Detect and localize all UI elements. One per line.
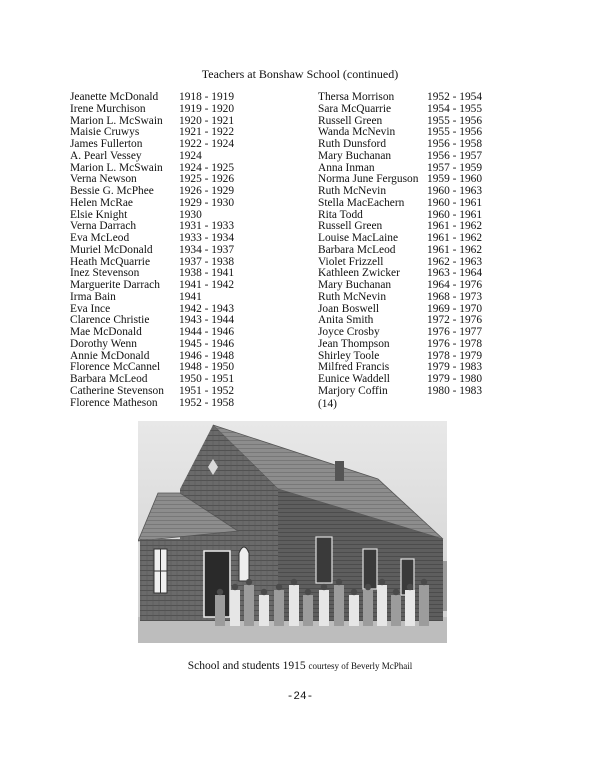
student-figure [363, 590, 373, 626]
teacher-years: 1950 - 1951 [179, 373, 235, 385]
student-figure [259, 595, 269, 626]
teacher-years: 1918 - 1919 [179, 91, 235, 103]
teacher-years: 1962 - 1963 [427, 255, 483, 268]
teacher-years: 1959 - 1960 [427, 173, 483, 186]
teacher-years: 1972 - 1976 [427, 314, 483, 327]
teacher-name: Russell Green [318, 114, 383, 127]
teacher-years: 1948 - 1950 [179, 361, 235, 374]
teacher-years: 1964 - 1976 [427, 279, 483, 291]
teacher-name: Joyce Crosby [318, 326, 380, 338]
teacher-name: Sara McQuarrie [318, 102, 392, 115]
teacher-years: 1980 - 1983 [427, 384, 483, 397]
student-figure [334, 585, 344, 626]
teacher-name: Verna Darrach [70, 220, 137, 233]
teacher-row [70, 104, 234, 116]
teacher-years: 1976 - 1977 [427, 326, 483, 338]
photo-caption [0, 660, 600, 672]
student-head [421, 579, 427, 585]
teacher-years: 1955 - 1956 [427, 114, 483, 127]
teacher-name: Clarence Christie [70, 314, 150, 327]
teacher-years: 1920 - 1921 [179, 114, 235, 127]
teacher-name: Jeanette McDonald [70, 91, 159, 103]
student-head [393, 589, 399, 595]
teacher-name: A. Pearl Vessey [70, 149, 142, 162]
teacher-years: 1929 - 1930 [179, 196, 235, 209]
teacher-name: Jean Thompson [318, 337, 390, 350]
teacher-row [318, 386, 482, 398]
student-figure [349, 595, 359, 626]
teacher-name: Eunice Waddell [318, 373, 390, 385]
teacher-row [70, 339, 234, 351]
teacher-row [70, 233, 234, 245]
teacher-years: 1956 - 1958 [427, 138, 483, 150]
teacher-name: Eva Ince [70, 302, 111, 315]
teacher-years: 1961 - 1962 [427, 243, 483, 256]
teacher-years: 1956 - 1957 [427, 149, 483, 162]
teacher-name: Rita Todd [318, 208, 363, 221]
teacher-row [70, 327, 234, 339]
student-figure [391, 595, 401, 626]
teacher-years: 1979 - 1980 [427, 373, 483, 385]
student-head [232, 584, 238, 590]
school-photo [138, 421, 447, 643]
teacher-years: 1960 - 1961 [427, 196, 483, 209]
page-title: Teachers at Bonshaw School (continued) [201, 67, 399, 81]
student-head [351, 589, 357, 595]
student-figure [377, 585, 387, 626]
teacher-years: 1963 - 1964 [427, 267, 483, 280]
teacher-years: 1924 [179, 149, 202, 162]
student-figure [419, 585, 429, 626]
teacher-years: 1968 - 1973 [427, 290, 483, 303]
teacher-name: Irene Murchison [70, 102, 146, 115]
teacher-name: Ruth Dunsford [318, 138, 387, 150]
teacher-name: Helen McRae [70, 196, 133, 209]
teacher-years: 1934 - 1937 [179, 243, 235, 256]
teacher-row [70, 374, 234, 386]
teacher-row [318, 339, 482, 351]
teacher-years: 1919 - 1920 [179, 102, 235, 115]
chimney [335, 461, 344, 481]
teacher-years: 1926 - 1929 [179, 185, 235, 197]
teacher-years: 1946 - 1948 [179, 349, 235, 362]
student-head [365, 584, 371, 590]
teacher-row [70, 292, 234, 304]
teacher-name: Dorothy Wenn [70, 337, 137, 350]
teacher-name: Muriel McDonald [70, 243, 153, 256]
teacher-row [318, 139, 482, 151]
student-figure [303, 595, 313, 626]
student-head [217, 589, 223, 595]
teacher-list-right [318, 92, 482, 410]
teacher-name: Norma June Ferguson [318, 173, 419, 186]
teacher-name: Elsie Knight [70, 208, 128, 221]
caption-main: School and students 1915 [187, 660, 306, 672]
teacher-name: Marguerite Darrach [70, 279, 160, 291]
teacher-name: Mary Buchanan [318, 279, 392, 291]
teacher-row [318, 186, 482, 198]
caption-credit: courtesy of Beverly McPhail [308, 661, 413, 671]
schoolhouse-illustration [138, 421, 447, 643]
teacher-years: 1944 - 1946 [179, 326, 235, 338]
teacher-name: Anita Smith [318, 314, 374, 327]
teacher-row [318, 233, 482, 245]
student-figure [289, 585, 299, 626]
student-figure [405, 590, 415, 626]
teacher-name: Violet Frizzell [318, 255, 384, 268]
teacher-years: 1945 - 1946 [179, 337, 235, 350]
teacher-years: 1952 - 1958 [179, 396, 235, 409]
side-window-2 [363, 549, 377, 589]
teacher-name: Milfred Francis [318, 361, 390, 374]
teacher-name: Bessie G. McPhee [70, 185, 154, 197]
teacher-years: 1979 - 1983 [427, 361, 483, 374]
teacher-name: Anna Inman [318, 161, 375, 174]
teacher-name: Eva McLeod [70, 232, 130, 244]
teacher-name: Shirley Toole [318, 349, 380, 362]
teacher-name: Barbara McLeod [318, 243, 396, 256]
teacher-name: Thersa Morrison [318, 91, 395, 103]
teacher-name: Mae McDonald [70, 326, 142, 338]
teacher-years: 1976 - 1978 [427, 337, 483, 350]
teacher-years: 1960 - 1961 [427, 208, 483, 221]
teacher-row [70, 386, 234, 398]
teacher-years: 1921 - 1922 [179, 126, 235, 139]
teacher-years: 1952 - 1954 [427, 91, 483, 103]
teacher-row [318, 280, 482, 292]
teacher-name: Kathleen Zwicker [318, 267, 400, 280]
student-figure [244, 585, 254, 626]
porch-wall [140, 539, 212, 621]
side-window-3 [401, 559, 414, 595]
teacher-name: Russell Green [318, 220, 383, 233]
teacher-years: 1961 - 1962 [427, 220, 483, 233]
student-head [407, 584, 413, 590]
teacher-name: Maisie Cruwys [70, 126, 140, 139]
teacher-row [318, 104, 482, 116]
student-head [305, 589, 311, 595]
teacher-name: Annie McDonald [70, 349, 150, 362]
teacher-name: Marjory Coffin [318, 384, 388, 397]
teacher-years: 1954 - 1955 [427, 102, 483, 115]
teacher-row [318, 92, 482, 104]
teacher-row [318, 198, 482, 210]
page-number: -24- [286, 691, 314, 703]
teacher-name: Wanda McNevin [318, 126, 396, 139]
student-figure [215, 595, 225, 626]
teacher-years: 1938 - 1941 [179, 267, 235, 280]
teacher-name: Marion L. McSwain [70, 161, 163, 174]
teacher-row [70, 151, 234, 163]
student-head [276, 584, 282, 590]
teacher-row [318, 327, 482, 339]
teacher-row [70, 186, 234, 198]
teacher-years: 1942 - 1943 [179, 302, 235, 315]
teacher-years: 1969 - 1970 [427, 302, 483, 315]
teacher-name: Ruth McNevin [318, 185, 387, 197]
teacher-years: 1941 [179, 290, 202, 303]
teacher-years: 1951 - 1952 [179, 384, 235, 397]
teacher-name: Mary Buchanan [318, 149, 392, 162]
teacher-years: 1961 - 1962 [427, 232, 483, 244]
student-head [321, 584, 327, 590]
teacher-name: James Fullerton [70, 138, 143, 150]
student-figure [319, 590, 329, 626]
teacher-name: Catherine Stevenson [70, 384, 164, 397]
teacher-row [70, 398, 234, 410]
teacher-years: 1933 - 1934 [179, 232, 235, 244]
teacher-years: 1924 - 1925 [179, 161, 235, 174]
gable-window [239, 547, 249, 581]
teacher-name: Irma Bain [70, 290, 116, 303]
teacher-row [318, 151, 482, 163]
student-head [379, 579, 385, 585]
teacher-name: Inez Stevenson [70, 267, 140, 280]
teacher-row [70, 92, 234, 104]
student-head [246, 579, 252, 585]
student-head [291, 579, 297, 585]
teacher-years: 1960 - 1963 [427, 185, 483, 197]
teacher-years: 1943 - 1944 [179, 314, 235, 327]
teacher-years: 1925 - 1926 [179, 173, 235, 186]
teacher-row [318, 245, 482, 257]
side-window-1 [316, 537, 332, 583]
teacher-name: Barbara McLeod [70, 373, 148, 385]
teacher-name: Joan Boswell [318, 302, 380, 315]
teacher-years: 1922 - 1924 [179, 138, 235, 150]
footnote-reference: (14) [318, 397, 337, 410]
teacher-years: 1955 - 1956 [427, 126, 483, 139]
teacher-row [318, 292, 482, 304]
teacher-row [318, 374, 482, 386]
teacher-years: 1978 - 1979 [427, 349, 483, 362]
teacher-row [70, 245, 234, 257]
teacher-list-left [70, 92, 234, 409]
student-figure [230, 590, 240, 626]
student-head [261, 589, 267, 595]
teacher-name: Marion L. McSwain [70, 114, 163, 127]
teacher-years: 1941 - 1942 [179, 279, 235, 291]
teacher-years: 1930 [179, 208, 202, 221]
teacher-years: 1937 - 1938 [179, 255, 235, 268]
teacher-row [70, 139, 234, 151]
teacher-name: Heath McQuarrie [70, 255, 151, 268]
teacher-row [70, 198, 234, 210]
teacher-years: 1957 - 1959 [427, 161, 483, 174]
teacher-name: Florence Matheson [70, 396, 158, 409]
student-head [336, 579, 342, 585]
teacher-years: 1931 - 1933 [179, 220, 235, 233]
teacher-name: Ruth McNevin [318, 290, 387, 303]
teacher-name: Florence McCannel [70, 361, 161, 374]
teacher-name: Louise MacLaine [318, 232, 399, 244]
teacher-name: Stella MacEachern [318, 196, 405, 209]
teacher-name: Verna Newson [70, 173, 137, 186]
student-figure [274, 590, 284, 626]
teacher-row [70, 280, 234, 292]
